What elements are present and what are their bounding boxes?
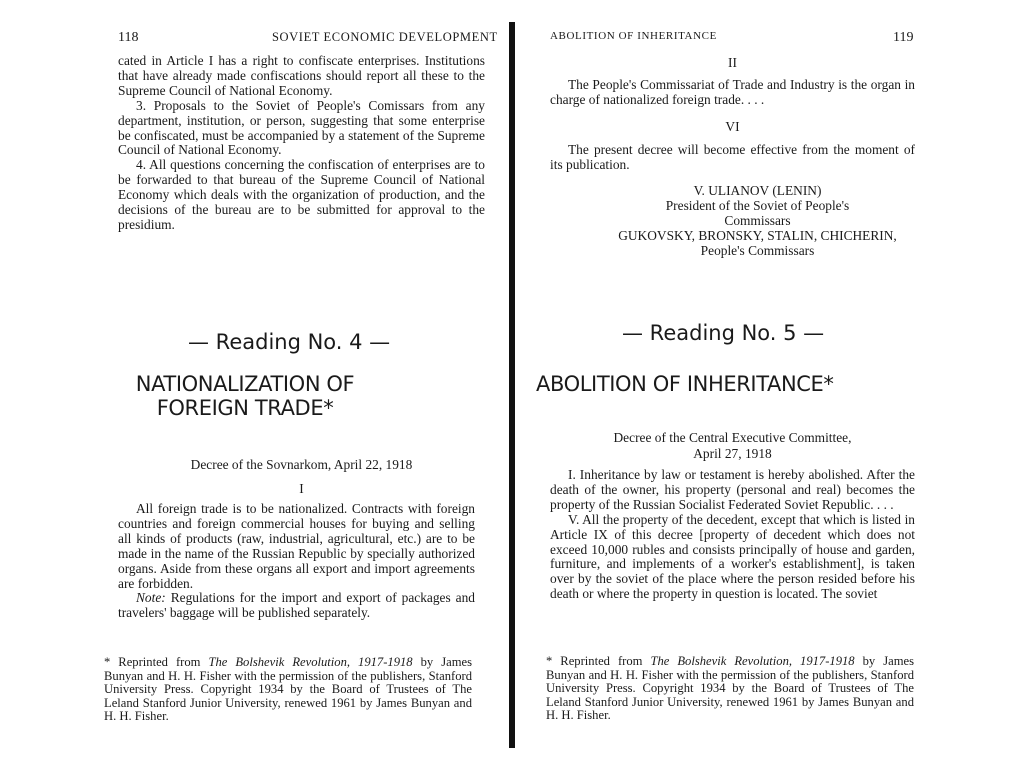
title-line: FOREIGN TRADE*	[156, 396, 334, 420]
page-number: 118	[118, 30, 139, 45]
decree-line: Decree of the Sovnarkom, April 22, 1918	[190, 457, 413, 472]
decree-body	[550, 468, 915, 602]
note-paragraph	[118, 591, 475, 621]
note-text: Regulations for the import and export of packages and travelers' baggage will be published separately.	[118, 590, 475, 621]
decree-heading	[550, 430, 915, 462]
book-spine	[509, 22, 515, 748]
footnote-prefix: * Reprinted from	[546, 654, 651, 668]
right-page	[516, 0, 1024, 768]
section-vi-text	[550, 143, 915, 173]
section-numeral: VI	[725, 119, 740, 134]
paragraph: 3. Proposals to the Soviet of People's Comissars from any department, institution, or person, suggesting that some enterprise be confiscated, must be accompanied by a statement of the Supreme Council of National Economy.	[118, 97, 485, 158]
footnote	[546, 655, 914, 723]
paragraph: All foreign trade is to be nationalized. Contracts with foreign countries and foreign commercial houses for buying and selling all kinds of products (raw, industrial, agricultural, etc.) are to be made in the name of the Russian Republic by specially authorized organs. Aside from these organs all export and import agreements are forbidden.	[118, 501, 475, 591]
page-number: 119	[893, 30, 914, 45]
signature-line: GUKOVSKY, BRONSKY, STALIN, CHICHERIN,	[618, 227, 897, 243]
footnote-text: by James Bunyan and H. H. Fisher with the permission of the publishers, Stanford University Press. Copyright 1934 by the Board of Trustees of The Leland Stanford Junior University, renewed 1961 by James Bunyan and H. H. Fisher.	[104, 655, 472, 724]
signature-line: V. ULIANOV (LENIN)	[693, 183, 822, 198]
footnote-text: by James Bunyan and H. H. Fisher with the permission of the publishers, Stanford University Press. Copyright 1934 by the Board of Trustees of The Leland Stanford Junior University, renewed 1961 by James Bunyan and H. H. Fisher.	[546, 654, 914, 723]
running-head: SOVIET ECONOMIC DEVELOPMENT	[272, 30, 498, 44]
section-numeral: I	[299, 481, 304, 496]
footnote	[104, 656, 472, 724]
continued-decree-text	[118, 54, 485, 233]
signature-line: President of the Soviet of People's	[665, 197, 850, 213]
paragraph: cated in Article I has a right to confiscate enterprises. Institutions that have already made confiscations should report all these to the Supreme Council of National Economy.	[118, 53, 485, 98]
signature-line: People's Commissars	[700, 242, 815, 258]
article-title: ABOLITION OF INHERITANCE*	[536, 372, 834, 396]
decree-body	[118, 502, 475, 621]
running-head: ABOLITION OF INHERITANCE	[550, 30, 717, 42]
signatures	[600, 184, 915, 259]
reading-heading: — Reading No. 5 —	[622, 321, 825, 345]
article-title	[95, 372, 395, 420]
paragraph: The People's Commissariat of Trade and Industry is the organ in charge of nationalized foreign trade. . . .	[550, 77, 915, 107]
decree-line: Decree of the Central Executive Committee,	[613, 430, 852, 445]
footnote-work-title: The Bolshevik Revolution, 1917-1918	[650, 654, 855, 668]
signature-line: Commissars	[724, 212, 791, 228]
title-line: NATIONALIZATION OF	[135, 372, 355, 396]
footnote-work-title: The Bolshevik Revolution, 1917-1918	[208, 655, 413, 669]
paragraph: V. All the property of the decedent, except that which is listed in Article IX of this decree [property of decedent which does not exceed 10,000 rubles and consists principally of house and garden, furniture, and implements of a worker's establishment], is taken over by the soviet of the place where the person resided before his death or where the property in question is located. The soviet	[550, 511, 915, 602]
paragraph: I. Inheritance by law or testament is hereby abolished. After the death of the owner, his property (personal and real) becomes the property of the Russian Socialist Federated Soviet Republic. . . .	[550, 467, 915, 512]
decree-line: April 27, 1918	[693, 446, 772, 461]
footnote-prefix: * Reprinted from	[104, 655, 209, 669]
paragraph: The present decree will become effective from the moment of its publication.	[550, 142, 915, 172]
paragraph: 4. All questions concerning the confiscation of enterprises are to be forwarded to that bureau of the Supreme Council of National Economy which deals with the organization of production, and the decisions of the bureau are to be submitted for approval to the presidium.	[118, 157, 485, 232]
note-label: Note:	[136, 590, 166, 606]
section-ii-text	[550, 78, 915, 108]
reading-heading: — Reading No. 4 —	[188, 330, 391, 354]
section-numeral: II	[728, 55, 737, 70]
